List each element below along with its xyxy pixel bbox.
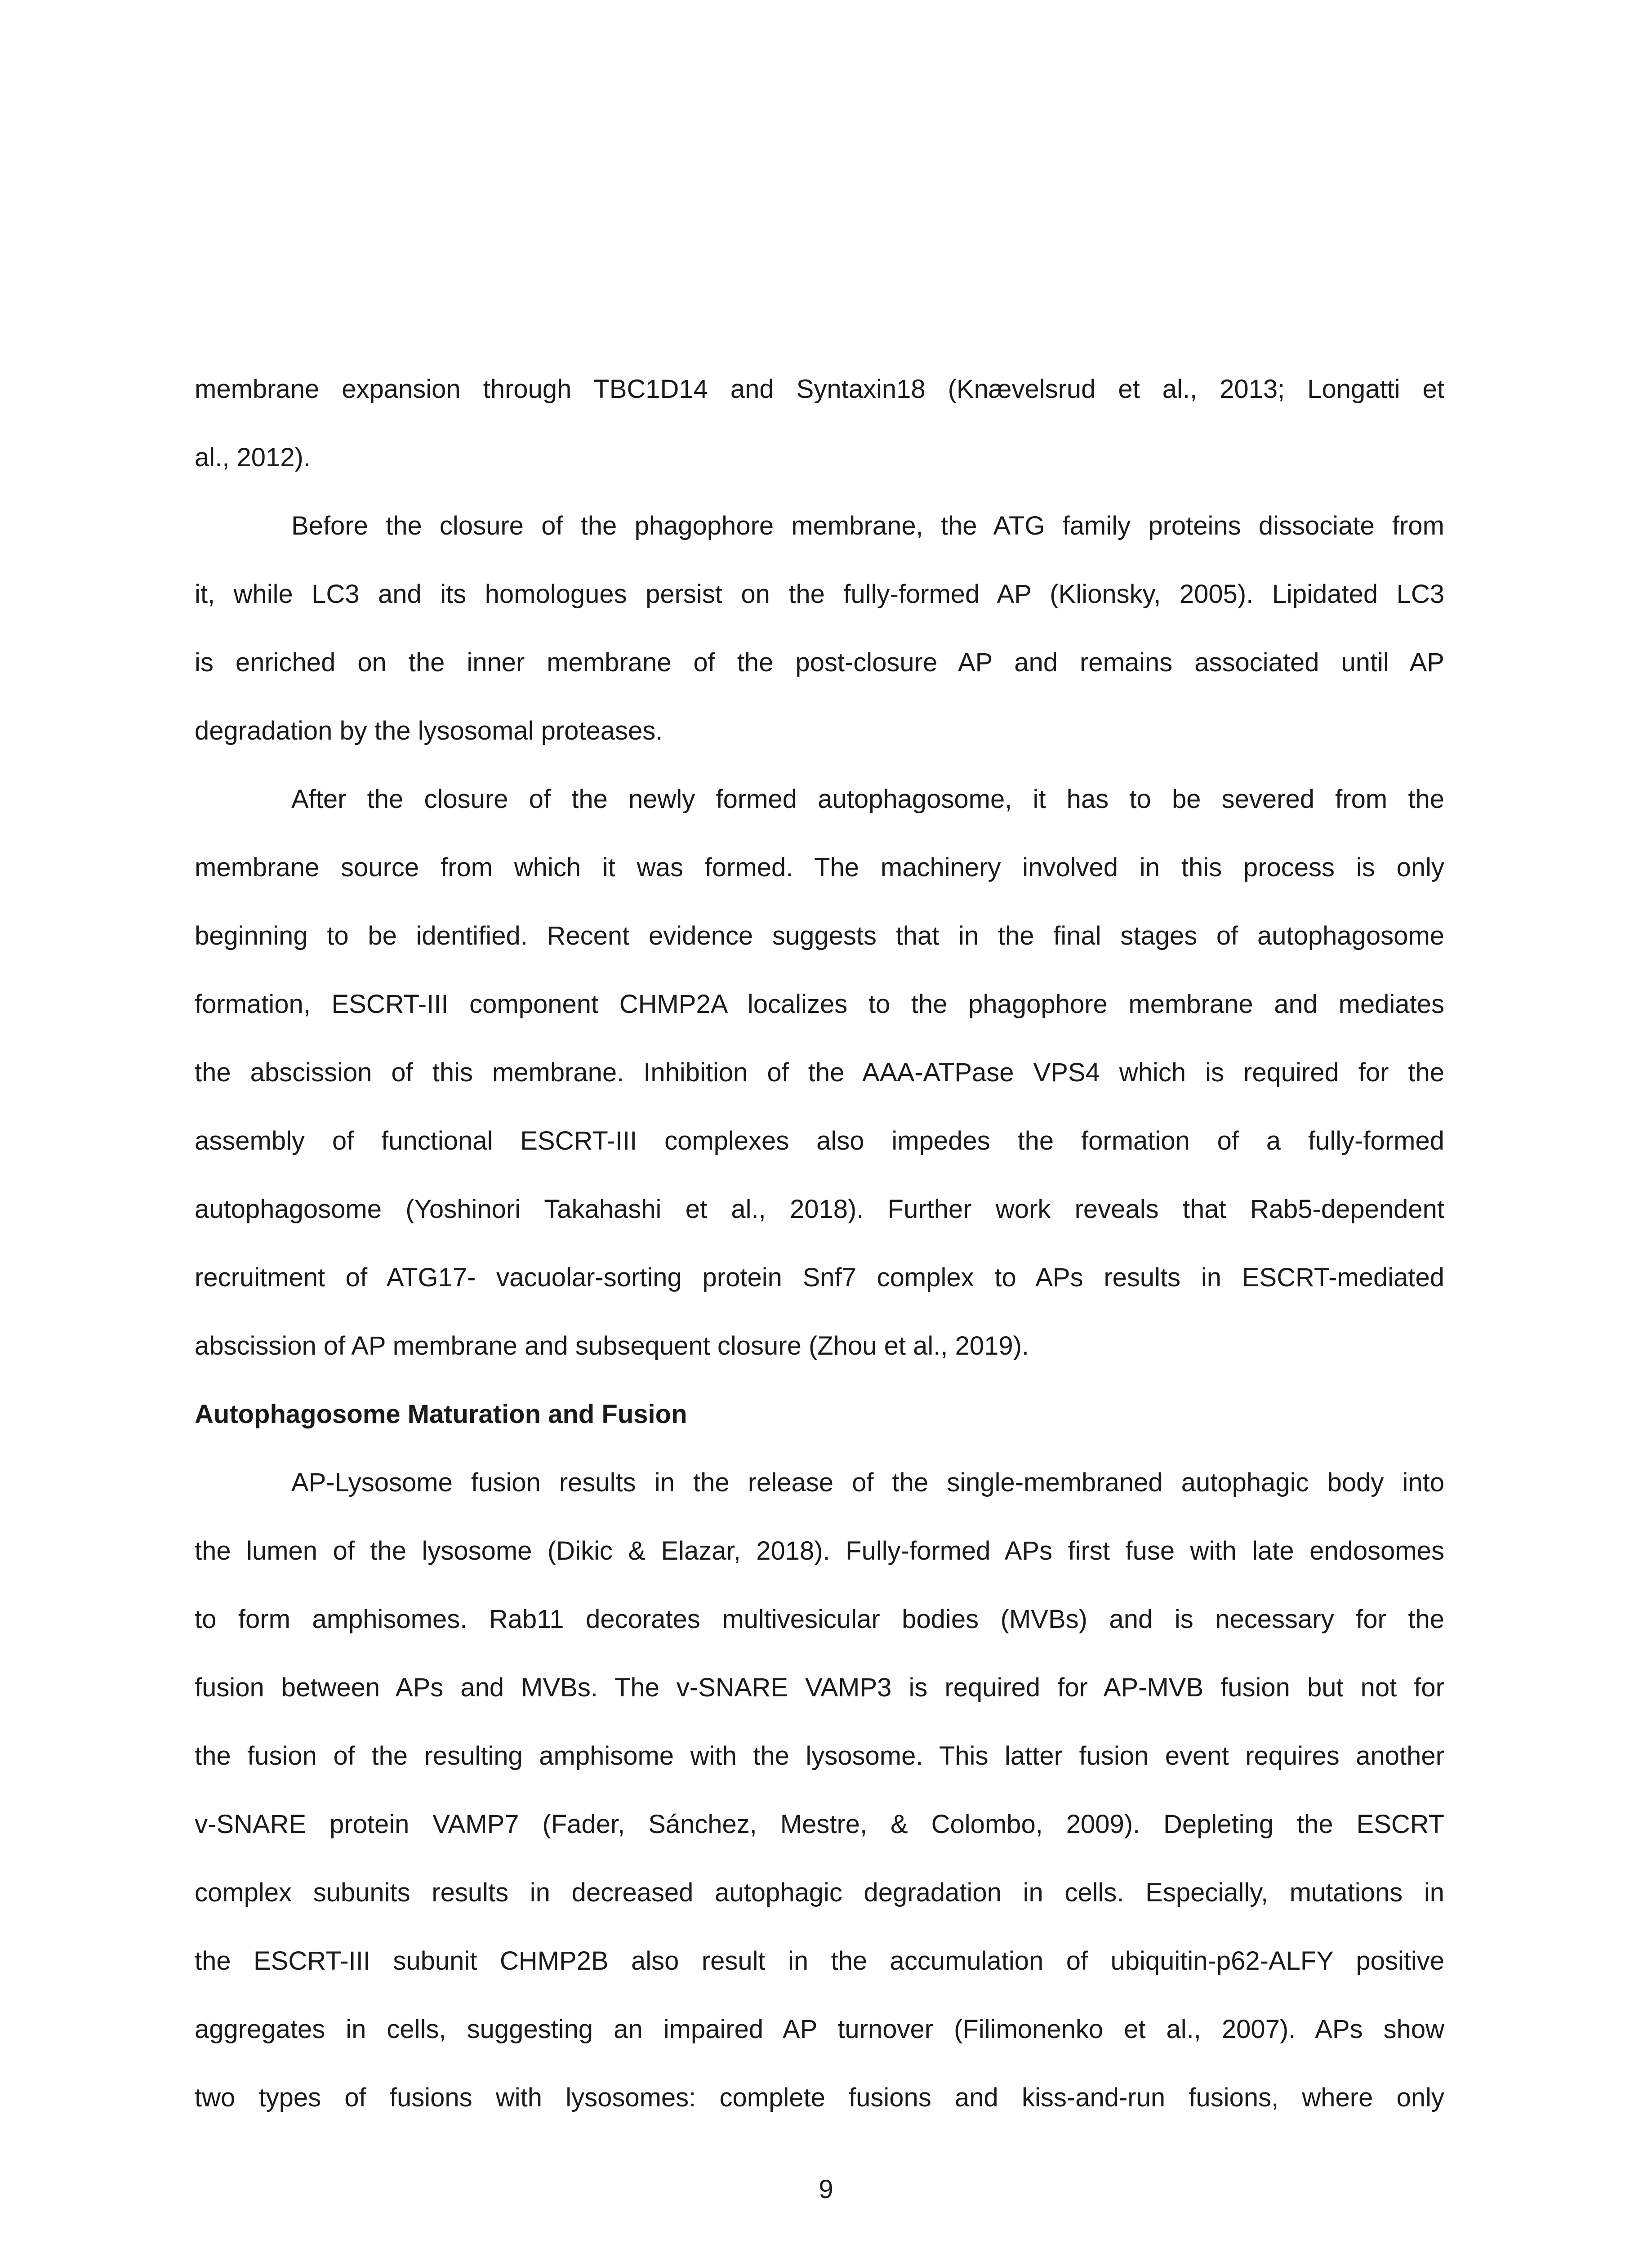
text-line: the fusion of the resulting amphisome with the lysosome. This latter fusion event requires another (195, 1741, 1444, 1771)
section-heading: Autophagosome Maturation and Fusion (195, 1400, 687, 1429)
text-line: AP-Lysosome fusion results in the release of the single-membraned autophagic body into (291, 1468, 1444, 1497)
text-line: degradation by the lysosomal proteases. (195, 716, 663, 745)
text-line: to form amphisomes. Rab11 decorates multivesicular bodies (MVBs) and is necessary for the (195, 1605, 1444, 1634)
text-line: After the closure of the newly formed autophagosome, it has to be severed from the (291, 785, 1444, 814)
text-line: formation, ESCRT-III component CHMP2A localizes to the phagophore membrane and mediates (195, 990, 1444, 1019)
text-line: abscission of AP membrane and subsequent closure (Zhou et al., 2019). (195, 1331, 1029, 1360)
text-line: autophagosome (Yoshinori Takahashi et al., 2018). Further work reveals that Rab5-dependent (195, 1195, 1444, 1224)
text-line: v-SNARE protein VAMP7 (Fader, Sánchez, Mestre, & Colombo, 2009). Depleting the ESCRT (195, 1810, 1444, 1839)
text-line: Before the closure of the phagophore membrane, the ATG family proteins dissociate from (291, 511, 1444, 540)
text-line: recruitment of ATG17- vacuolar-sorting protein Snf7 complex to APs results in ESCRT-mediated (195, 1263, 1444, 1292)
text-line: beginning to be identified. Recent evidence suggests that in the final stages of autophagosome (195, 921, 1444, 950)
text-line: complex subunits results in decreased autophagic degradation in cells. Especially, mutations in (195, 1878, 1444, 1907)
text-line: al., 2012). (195, 443, 311, 472)
text-line: membrane expansion through TBC1D14 and Syntaxin18 (Knævelsrud et al., 2013; Longatti et (195, 375, 1444, 404)
text-line: the abscission of this membrane. Inhibition of the AAA-ATPase VPS4 which is required for the (195, 1058, 1444, 1087)
text-line: the ESCRT-III subunit CHMP2B also result in the accumulation of ubiquitin-p62-ALFY positive (195, 1946, 1444, 1976)
text-line: is enriched on the inner membrane of the post-closure AP and remains associated until AP (195, 648, 1444, 677)
text-line: fusion between APs and MVBs. The v-SNARE VAMP3 is required for AP-MVB fusion but not for (195, 1673, 1444, 1702)
text-line: aggregates in cells, suggesting an impaired AP turnover (Filimonenko et al., 2007). APs show (195, 2015, 1444, 2044)
text-line: assembly of functional ESCRT-III complexes also impedes the formation of a fully-formed (195, 1126, 1444, 1155)
text-line: it, while LC3 and its homologues persist on the fully-formed AP (Klionsky, 2005). Lipidated LC3 (195, 580, 1444, 609)
text-line: membrane source from which it was formed. The machinery involved in this process is only (195, 853, 1444, 882)
text-line: the lumen of the lysosome (Dikic & Elazar, 2018). Fully-formed APs first fuse with late endosomes (195, 1536, 1444, 1566)
page-number: 9 (819, 2175, 833, 2204)
document-body (195, 355, 1444, 2132)
text-line: two types of fusions with lysosomes: complete fusions and kiss-and-run fusions, where only (195, 2083, 1444, 2112)
